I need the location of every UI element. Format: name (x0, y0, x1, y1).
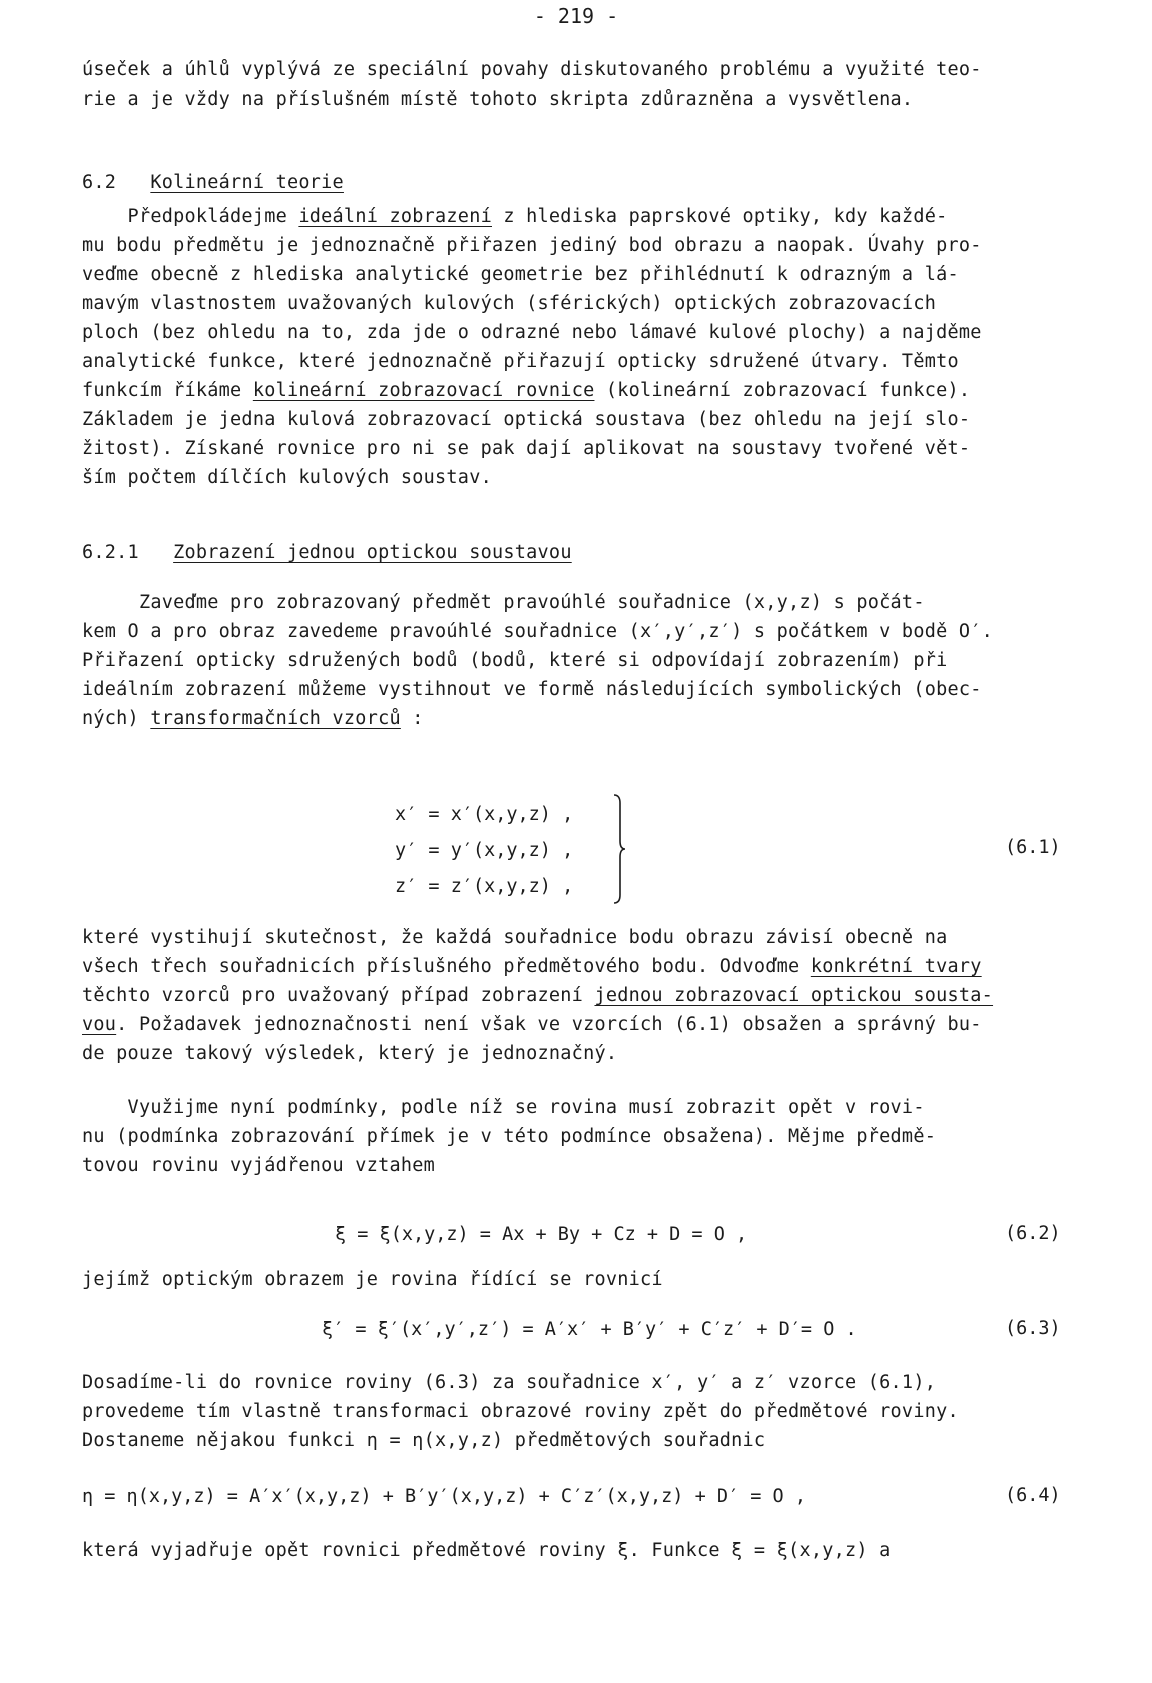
paragraph-line: tovou rovinu vyjádřenou vztahem (82, 1155, 436, 1176)
emphasis-term: jednou zobrazovací optickou sousta- (594, 985, 994, 1006)
right-brace-icon (612, 793, 626, 905)
paragraph-line: kem O a pro obraz zavedeme pravoúhlé souřadnice (x′,y′,z′) s počátkem v bodě O′. (82, 621, 994, 642)
emphasis-term: konkrétní tvary (810, 956, 982, 977)
equation-6-1-row: y′ = y′(x,y,z) , (395, 840, 574, 861)
equation-6-4: η = η(x,y,z) = A′x′(x,y,z) + B′y′(x,y,z) + C′z′(x,y,z) + D′ = O , (82, 1486, 806, 1507)
paragraph-line: úseček a úhlů vyplývá ze speciální povahy diskutovaného problému a využité teo- (82, 59, 982, 80)
emphasis-term: transformačních vzorců (150, 708, 401, 729)
emphasis-term: kolineární zobrazovací rovnice (252, 380, 595, 401)
paragraph-line: všech třech souřadnicích příslušného předmětového bodu. Odvoďme konkrétní tvary (82, 956, 982, 977)
paragraph-line: jejímž optickým obrazem je rovina řídící se rovnicí (82, 1269, 663, 1290)
paragraph-line: Základem je jedna kulová zobrazovací optická soustava (bez ohledu na její slo- (82, 409, 971, 430)
section-heading-6-2 (82, 170, 1082, 196)
section-title: Kolineární teorie (150, 172, 344, 193)
paragraph-line: Dosadíme-li do rovnice roviny (6.3) za souřadnice x′, y′ a z′ vzorce (6.1), (82, 1372, 937, 1393)
emphasis-term: ideální zobrazení (298, 206, 492, 227)
paragraph-line: které vystihují skutečnost, že každá souřadnice bodu obrazu závisí obecně na (82, 927, 948, 948)
equation-number: (6.4) (1005, 1485, 1061, 1506)
paragraph-line: ideálním zobrazení můžeme vystihnout ve formě následujících symbolických (obec- (82, 679, 982, 700)
section-title: Zobrazení jednou optickou soustavou (173, 542, 572, 563)
paragraph-line: Přiřazení opticky sdružených bodů (bodů, které si odpovídají zobrazením) při (82, 650, 948, 671)
paragraph-line: vou. Požadavek jednoznačnosti není však ve vzorcích (6.1) obsažen a správný bu- (82, 1014, 982, 1035)
equation-6-1-row: z′ = z′(x,y,z) , (395, 876, 574, 897)
equation-number: (6.3) (1005, 1318, 1061, 1339)
paragraph-line: ploch (bez ohledu na to, zda jde o odrazné nebo lámavé kulové plochy) a najděme (82, 322, 982, 343)
page-number: - 219 - (533, 4, 619, 28)
paragraph-line: provedeme tím vlastně transformaci obrazové roviny zpět do předmětové roviny. (82, 1401, 959, 1422)
equation-6-2: ξ = ξ(x,y,z) = Ax + By + Cz + D = O , (335, 1224, 748, 1245)
equation-6-3: ξ′ = ξ′(x′,y′,z′) = A′x′ + B′y′ + C′z′ + D′= O . (322, 1319, 857, 1340)
paragraph-line: analytické funkce, které jednoznačně přiřazují opticky sdružené útvary. Těmto (82, 351, 959, 372)
paragraph-line: ných) transformačních vzorců : (82, 708, 424, 729)
paragraph-line: de pouze takový výsledek, který je jednoznačný. (82, 1043, 618, 1064)
paragraph-line: Předpokládejme ideální zobrazení z hlediska paprskové optiky, kdy každé- (82, 206, 948, 227)
section-heading-6-2-1 (82, 540, 1082, 566)
equation-number: (6.1) (1005, 837, 1061, 858)
paragraph-line: mu bodu předmětu je jednoznačně přiřazen jediný bod obrazu a naopak. Úvahy pro- (82, 235, 982, 256)
paragraph-line: veďme obecně z hlediska analytické geometrie bez přihlédnutí k odrazným a lá- (82, 264, 959, 285)
paragraph-line: mavým vlastnostem uvažovaných kulových (sférických) optických zobrazovacích (82, 293, 937, 314)
paragraph-line: žitost). Získané rovnice pro ni se pak dají aplikovat na soustavy tvořené vět- (82, 438, 971, 459)
paragraph-line: Využijme nyní podmínky, podle níž se rovina musí zobrazit opět v rovi- (82, 1097, 925, 1118)
paragraph-line: Zaveďme pro zobrazovaný předmět pravoúhlé souřadnice (x,y,z) s počát- (82, 592, 925, 613)
section-number: 6.2.1 (82, 542, 139, 563)
emphasis-term: vou (82, 1014, 117, 1035)
paragraph-line: nu (podmínka zobrazování přímek je v této podmínce obsažena). Mějme předmě- (82, 1126, 937, 1147)
paragraph-line: která vyjadřuje opět rovnici předmětové roviny ξ. Funkce ξ = ξ(x,y,z) a (82, 1540, 891, 1561)
paragraph-line: funkcím říkáme kolineární zobrazovací rovnice (kolineární zobrazovací funkce). (82, 380, 971, 401)
paragraph-line: těchto vzorců pro uvažovaný případ zobrazení jednou zobrazovací optickou sousta- (82, 985, 994, 1006)
equation-number: (6.2) (1005, 1223, 1061, 1244)
section-number: 6.2 (82, 172, 117, 193)
paragraph-line: Dostaneme nějakou funkci η = η(x,y,z) předmětových souřadnic (82, 1430, 766, 1451)
equation-6-1-row: x′ = x′(x,y,z) , (395, 804, 574, 825)
paragraph-line: rie a je vždy na příslušném místě tohoto skripta zdůrazněna a vysvětlena. (82, 89, 914, 110)
paragraph-line: ším počtem dílčích kulových soustav. (82, 467, 492, 488)
